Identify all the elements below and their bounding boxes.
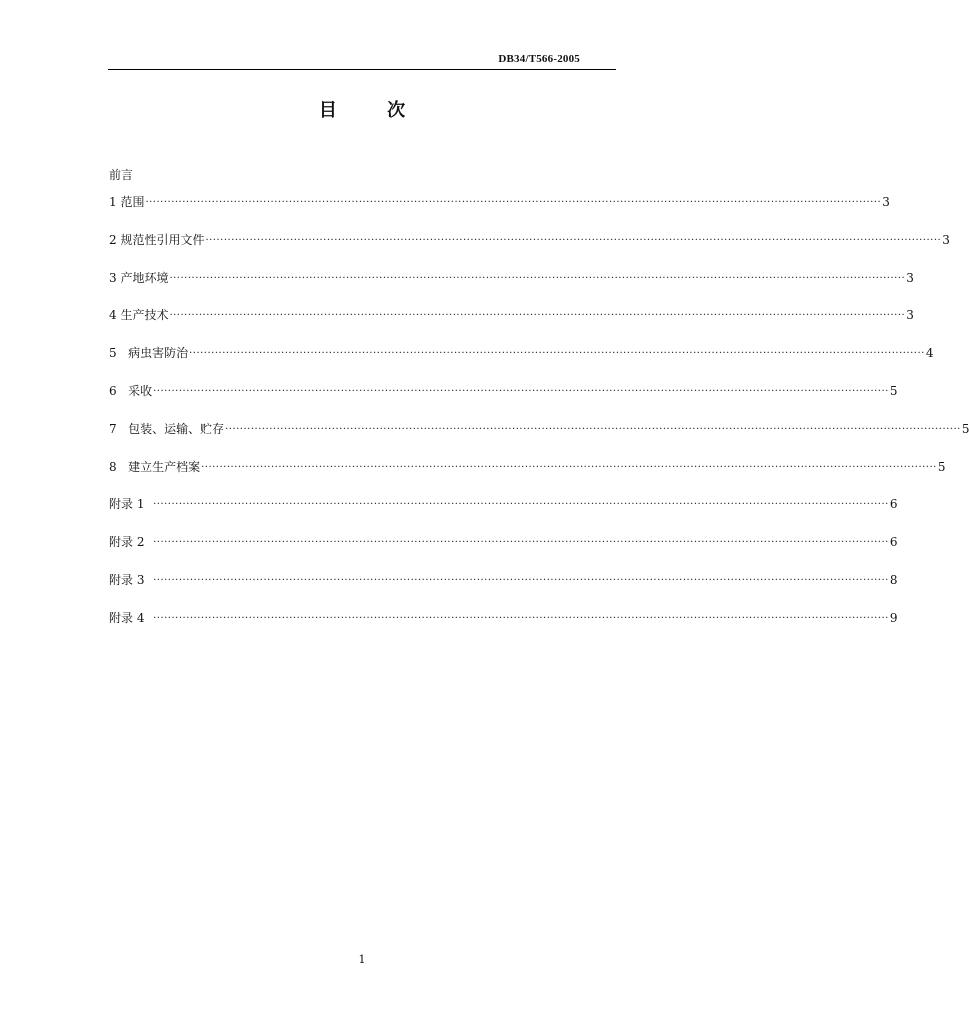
toc-item-leader: ········································································································································································································ <box>169 272 906 284</box>
document-code: DB34/T566-2005 <box>498 53 580 65</box>
toc-item-leader: ········································································································································································································ <box>153 612 889 624</box>
toc-item-leader: ········································································································································································································ <box>153 537 889 549</box>
toc-item-page: 5 <box>937 459 946 474</box>
toc-item-leader: ········································································································································································································ <box>201 461 937 473</box>
toc-item-label: 2 规范性引用文件 <box>109 232 205 247</box>
toc-item[interactable] <box>109 572 898 588</box>
toc-title <box>0 96 724 122</box>
toc-item-leader: ········································································································································································································ <box>169 310 906 322</box>
toc-item-leader: ········································································································································································································ <box>153 575 889 586</box>
toc-preface: 前言 <box>109 168 134 182</box>
toc-item[interactable] <box>109 270 914 286</box>
toc-item-page: 3 <box>942 232 950 247</box>
toc-item-page: 5 <box>889 384 898 398</box>
toc-item-page: 3 <box>906 308 914 323</box>
toc-item-leader: ········································································································································································································ <box>145 197 882 208</box>
toc-item-label: 8 建立生产档案 <box>109 459 201 474</box>
toc-item[interactable] <box>109 534 898 550</box>
toc-item-label: 1 范围 <box>109 195 145 209</box>
toc-item[interactable] <box>109 345 934 361</box>
toc-item-page: 6 <box>889 535 898 550</box>
toc-title-text: 目 次 <box>318 100 428 121</box>
toc-item[interactable] <box>109 307 914 323</box>
toc-item-page: 8 <box>889 573 898 587</box>
toc-item-page: 4 <box>925 346 934 361</box>
toc-item-label: 4 生产技术 <box>109 308 169 323</box>
toc-item-leader: ········································································································································································································ <box>153 386 889 397</box>
toc-item-leader: ········································································································································································································ <box>189 348 925 360</box>
toc-item[interactable] <box>109 459 946 475</box>
toc-item-leader: ········································································································································································································ <box>205 234 942 246</box>
toc-item-label: 附录 1 <box>109 497 153 512</box>
toc-item[interactable] <box>109 496 898 512</box>
header-rule <box>108 69 616 70</box>
toc-item-page: 5 <box>961 421 969 436</box>
toc-item[interactable] <box>109 421 969 437</box>
toc-item-label: 7 包装、运输、贮存 <box>109 421 225 436</box>
toc-item[interactable] <box>109 610 898 626</box>
toc-item-page: 3 <box>882 195 890 209</box>
toc-item-page: 9 <box>889 610 898 625</box>
toc-item[interactable] <box>109 383 898 399</box>
toc-item[interactable] <box>109 232 950 248</box>
toc-item-label: 3 产地环境 <box>109 270 169 285</box>
page-number: 1 <box>358 953 366 966</box>
toc-item[interactable] <box>109 194 890 210</box>
toc-item-label: 附录 2 <box>109 535 153 550</box>
toc-item-page: 6 <box>889 497 898 512</box>
toc-item-label: 6 采收 <box>109 384 153 398</box>
toc-item-leader: ········································································································································································································ <box>225 423 961 435</box>
toc-item-leader: ········································································································································································································ <box>153 499 889 511</box>
toc-item-label: 附录 4 <box>109 610 153 625</box>
toc-item-page: 3 <box>906 270 914 285</box>
toc-item-label: 5 病虫害防治 <box>109 346 189 361</box>
toc-item-label: 附录 3 <box>109 573 153 587</box>
